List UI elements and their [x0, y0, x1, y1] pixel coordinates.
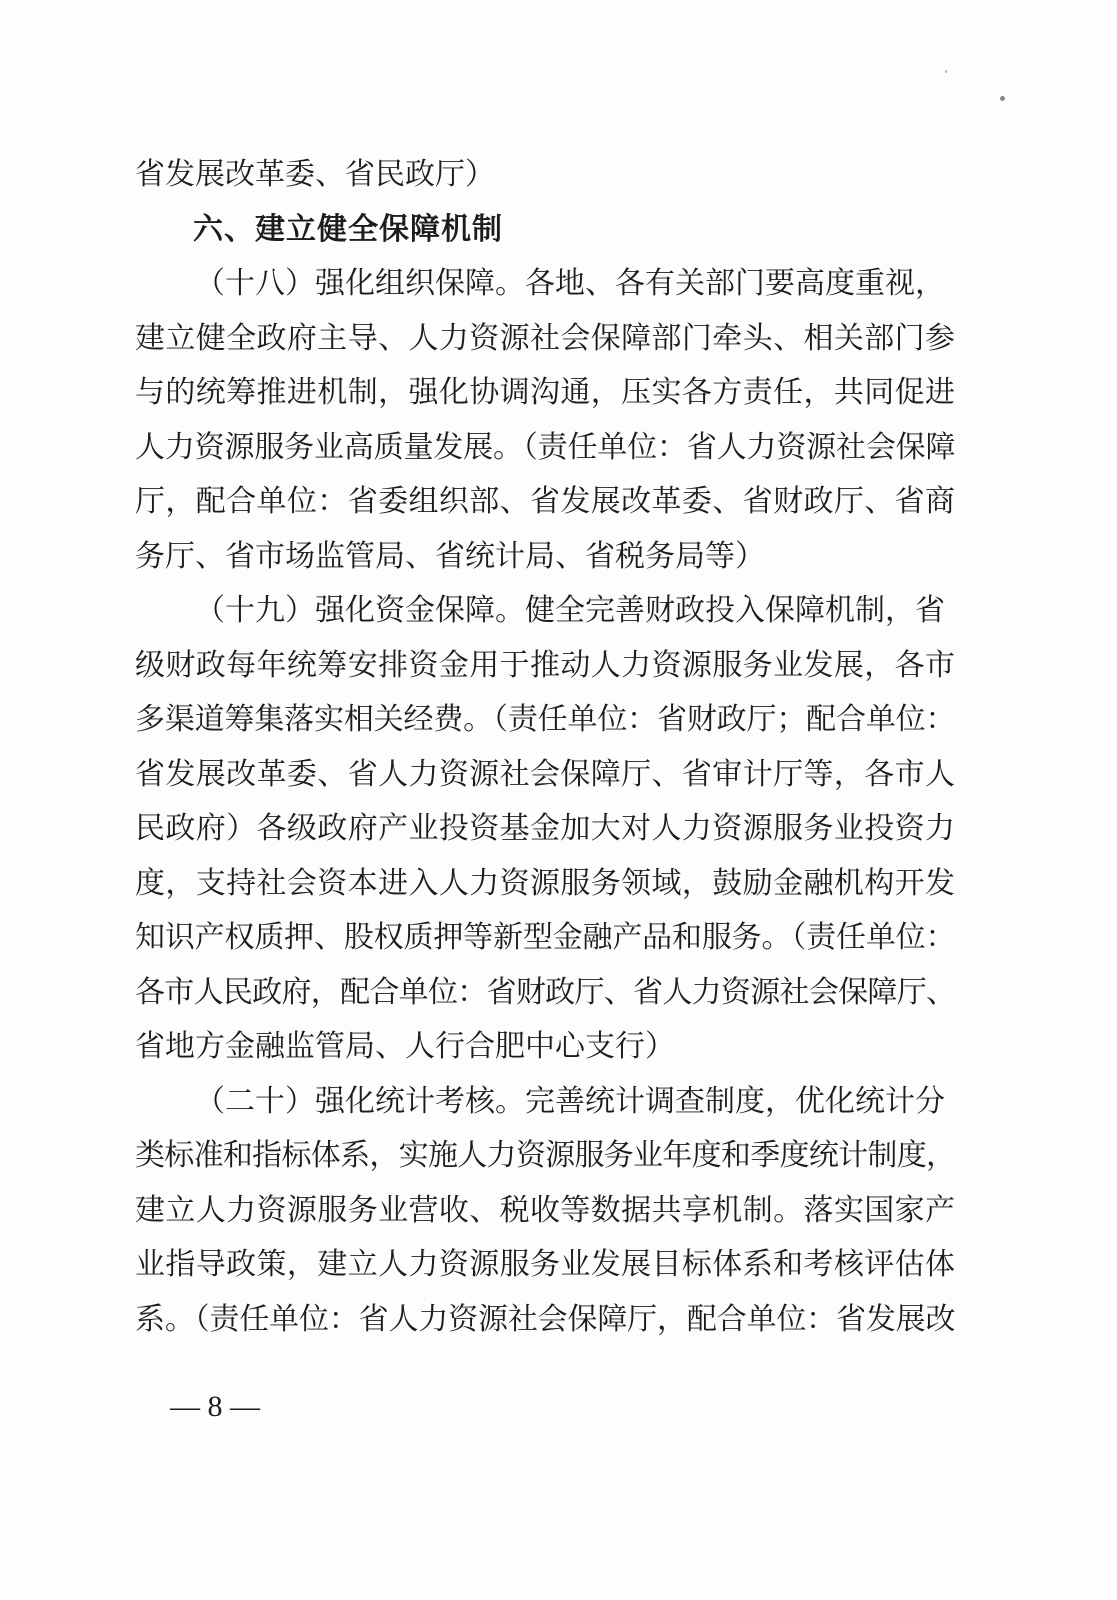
scan-speck: [945, 70, 947, 73]
text-line: 类标准和指标体系，实施人力资源服务业年度和季度统计制度，: [135, 1138, 955, 1173]
text-line: 级财政每年统筹安排资金用于推动人力资源服务业发展，各市: [135, 647, 955, 683]
text-line: 建立健全政府主导、人力资源社会保障部门牵头、相关部门参: [135, 320, 955, 356]
text-line: 系。（责任单位：省人力资源社会保障厅，配合单位：省发展改: [135, 1301, 955, 1337]
text-line: 人力资源服务业高质量发展。（责任单位：省人力资源社会保障: [135, 429, 955, 465]
text-line: 省地方金融监管局、人行合肥中心支行）: [135, 1029, 675, 1064]
text-line: 务厅、省市场监管局、省统计局、省税务局等）: [135, 538, 765, 574]
text-line: 度，支持社会资本进入人力资源服务领域，鼓励金融机构开发: [135, 865, 955, 901]
body-text: [135, 148, 955, 1347]
text-line: 厅，配合单位：省委组织部、省发展改革委、省财政厅、省商: [135, 484, 955, 519]
page-number: — 8 —: [170, 1390, 260, 1423]
text-line: 民政府）各级政府产业投资基金加大对人力资源服务业投资力: [135, 811, 955, 846]
paragraph-start: （十九）强化资金保障。健全完善财政投入保障机制，省: [195, 593, 945, 628]
text-line: 多渠道筹集落实相关经费。（责任单位：省财政厅；配合单位：: [135, 702, 955, 737]
text-line: 业指导政策，建立人力资源服务业发展目标体系和考核评估体: [135, 1247, 955, 1282]
text-line: 与的统筹推进机制，强化协调沟通，压实各方责任，共同促进: [135, 375, 955, 410]
paragraph-start: （二十）强化统计考核。完善统计调查制度，优化统计分: [195, 1083, 945, 1119]
paragraph-start: （十八）强化组织保障。各地、各有关部门要高度重视，: [195, 266, 945, 301]
text-line: 省发展改革委、省民政厅）: [135, 157, 495, 192]
section-heading: 六、建立健全保障机制: [193, 211, 503, 247]
text-line: 知识产权质押、股权质押等新型金融产品和服务。（责任单位：: [135, 920, 955, 955]
text-line: 省发展改革委、省人力资源社会保障厅、省审计厅等，各市人: [135, 756, 955, 792]
text-line: 各市人民政府，配合单位：省财政厅、省人力资源社会保障厅、: [135, 974, 955, 1010]
scan-speck: [1000, 96, 1005, 101]
text-line: 建立人力资源服务业营收、税收等数据共享机制。落实国家产: [135, 1192, 955, 1228]
